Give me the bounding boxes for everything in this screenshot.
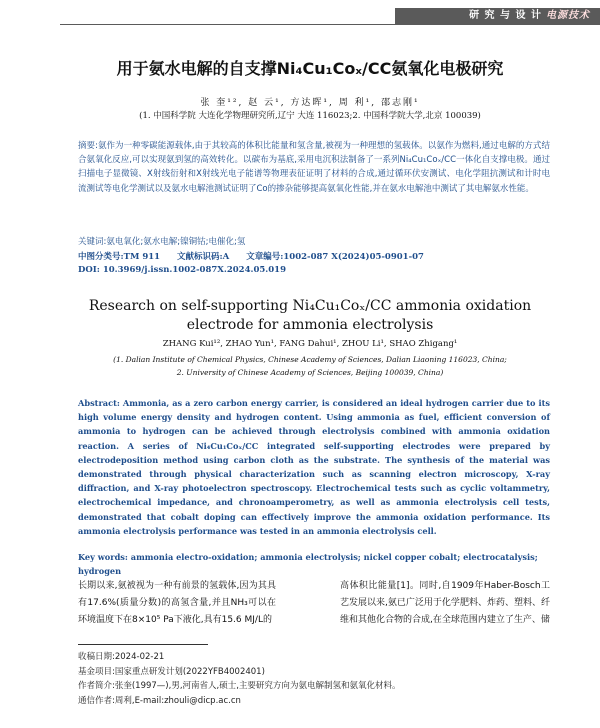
footnote-rule bbox=[78, 644, 208, 645]
article-number: 文章编号:1002-087 X(2024)05-0901-07 bbox=[246, 252, 424, 262]
author-bio: 作者简介:张奎(1997—),男,河南省人,硕士,主要研究方向为氨电解制氢和氨氧化材料。 bbox=[78, 681, 401, 691]
zh-abstract: 摘要:氨作为一种零碳能源载体,由于其较高的体积比能量和氢含量,被视为一种理想的氢载体。以氨作为燃料,通过电解的方式结合氨氧化反应,可以实现氨到氢的高效转化。以碳布为基底,采用电沉积法制备了一系列Ni₄Cu₁Coₓ/CC一体化自支撑电极。通过扫描电子显微镜、X射线衍射和X射线光电子能谱等物理表征证明了材料的合成,通过循环伏安测试、电化学阻抗测试和计时电流测试等电化学测试以及氨水电解池测试证明了Co的掺杂能够提高氨氧化性能,并在氨水电解池中测试了其电解氨水性能。 bbox=[78, 141, 550, 194]
zh-keywords: 关键词:氨电氧化;氨水电解;镍铜钴;电催化;氢 bbox=[78, 237, 246, 247]
section-header bbox=[469, 8, 590, 24]
body-column-left: 长期以来,氨被视为一种有前景的氢载体,因为其具有17.6%(质量分数)的高氢含量,并且NH₃可以在环境温度下在8×10⁵ Pa下液化,具有15.6 MJ/L的 bbox=[78, 581, 276, 625]
en-affiliation-2: 2. University of Chinese Academy of Sciences, Beijing 100039, China) bbox=[176, 368, 444, 377]
fund-info: 基金项目:国家重点研发计划(2022YFB4002401) bbox=[78, 666, 265, 677]
body-column-right: 高体积比能量[1]。同时,自1909年Haber-Bosch工艺发展以来,氨已广泛用于化学肥料、炸药、塑料、纤维和其他化合物的合成,在全球范围内建立了生产、储 bbox=[340, 581, 550, 625]
header-rule bbox=[60, 24, 600, 25]
zh-classification bbox=[78, 250, 438, 262]
en-authors: ZHANG Kui¹², ZHAO Yun¹, FANG Dahui¹, ZHOU Li¹, SHAO Zhigang¹ bbox=[162, 339, 458, 349]
en-affiliation bbox=[60, 353, 560, 379]
journal-brand: 电源技术 bbox=[546, 10, 590, 21]
section-label: 研 究 与 设 计 bbox=[469, 10, 542, 21]
footnotes bbox=[78, 650, 558, 708]
zh-authors: 张 奎¹², 赵 云¹, 方达晖¹, 周 利¹, 邵志刚¹ bbox=[200, 98, 420, 108]
corresponding-author: 通信作者:周利,E-mail:zhouli@dicp.ac.cn bbox=[78, 695, 241, 706]
en-affiliation-1: (1. Dalian Institute of Chemical Physics, Chinese Academy of Sciences, Dalian Liaoning 116023, China; bbox=[113, 355, 507, 364]
section-header-bar bbox=[395, 8, 600, 24]
zh-affiliation: (1. 中国科学院 大连化学物理研究所,辽宁 大连 116023;2. 中国科学院大学,北京 100039) bbox=[139, 111, 481, 121]
document-code: 文献标识码:A bbox=[177, 252, 230, 262]
en-title: Research on self-supporting Ni₄Cu₁Coₓ/CC ammonia oxidation electrode for ammonia electrolysis bbox=[88, 298, 532, 333]
en-abstract: Abstract: Ammonia, as a zero carbon energy carrier, is considered an ideal hydrogen carrier due to its high volume energy density and hydrogen content. Using ammonia as fuel, efficient conversion of ammonia to hydrogen can be achieved through electrolysis combined with ammonia oxidation reaction. A series of Ni₄Cu₁Coₓ/CC integrated self-supporting electrodes were prepared by electrodeposition method using carbon cloth as the substrate. The synthesis of the material was demonstrated through physical characterization such as scanning electron microscopy, X-ray diffraction, and X-ray photoelectron spectroscopy. Electrochemical tests such as cyclic voltammetry, electrochemical impedance, and chronoamperometry, as well as ammonia electrolysis cell tests, demonstrated that cobalt doping can effectively improve the ammonia oxidation performance. Its ammonia electrolysis performance was tested in an ammonia electrolysis cell. bbox=[78, 398, 550, 536]
en-keywords: Key words: ammonia electro-oxidation; ammonia electrolysis; nickel copper cobalt; electrocatalysis; hydrogen bbox=[78, 552, 538, 577]
doi: DOI: 10.3969/j.issn.1002-087X.2024.05.019 bbox=[78, 265, 287, 275]
received-date: 收稿日期:2024-02-21 bbox=[78, 652, 165, 662]
zh-title: 用于氨水电解的自支撑Ni₄Cu₁Coₓ/CC氨氧化电极研究 bbox=[116, 59, 504, 78]
clc-number: 中图分类号:TM 911 bbox=[78, 252, 161, 262]
